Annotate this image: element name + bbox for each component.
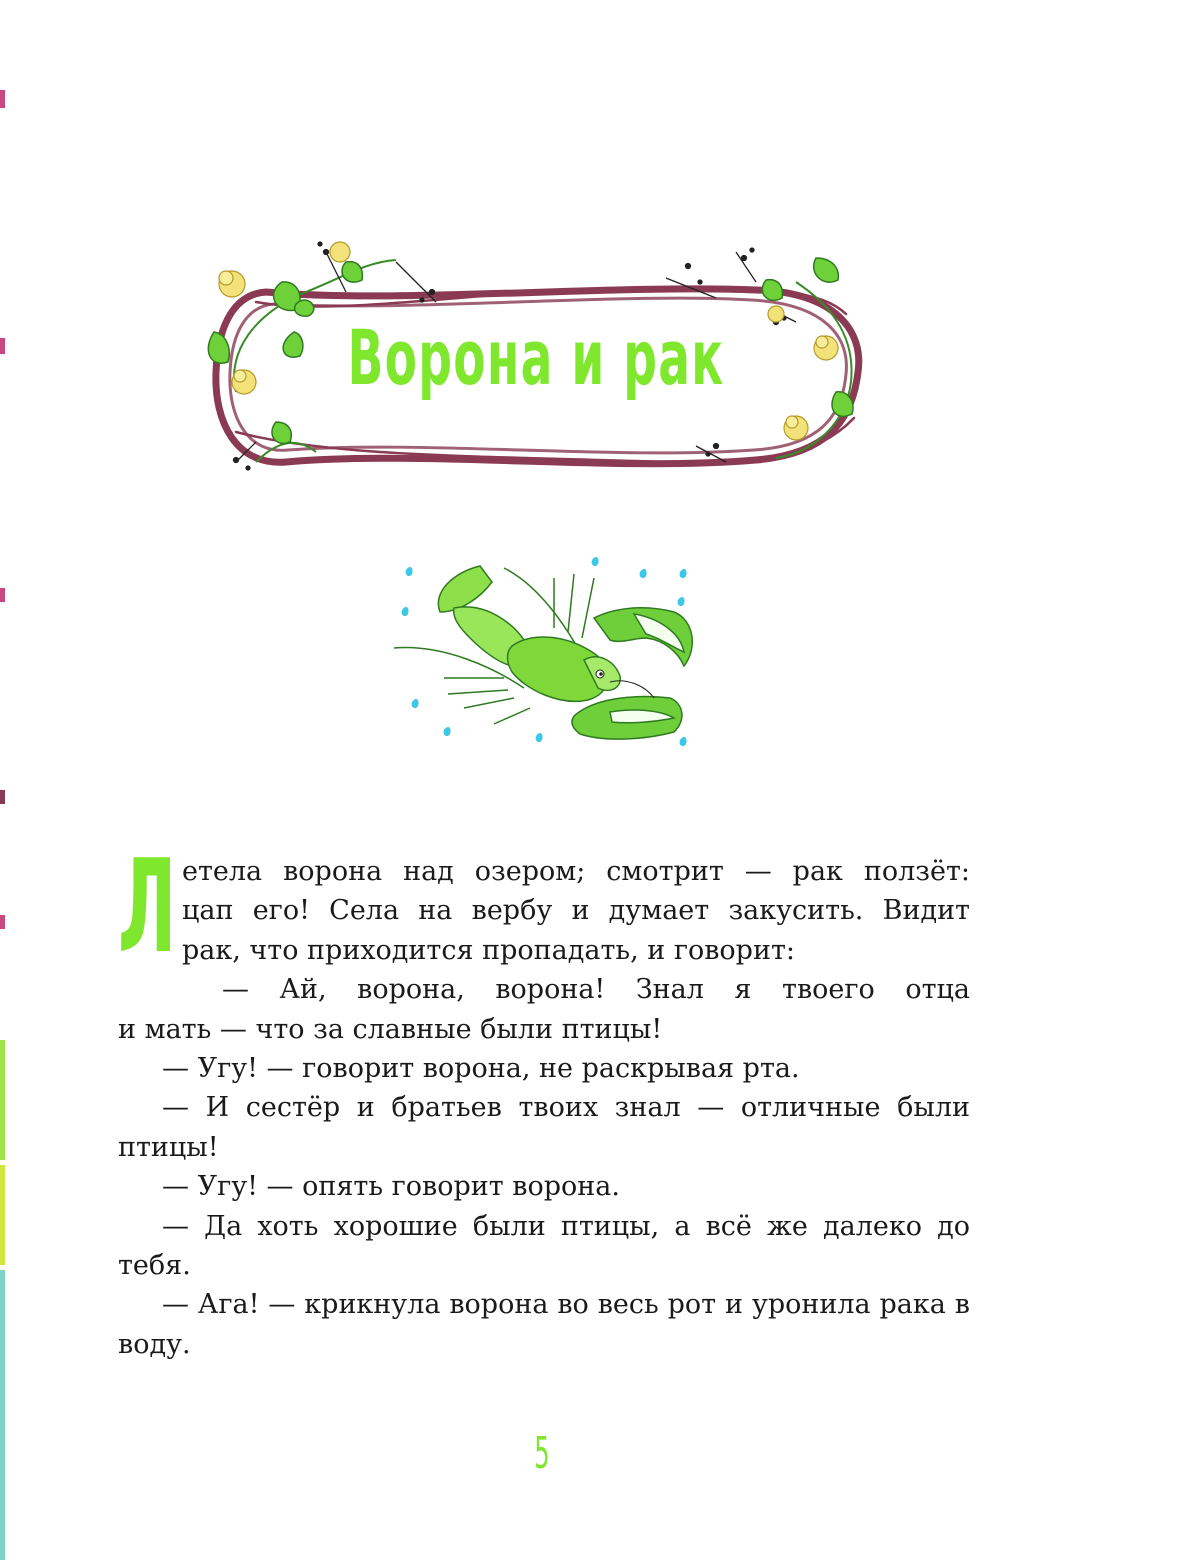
paragraph-1-line-1: етела ворона над озером; смотрит — рак ползёт: [182,856,970,887]
paragraph-1-line-2: цап его! Села на вербу и думает закусить. Видит [182,895,970,927]
paragraph-1 [118,833,970,982]
green-crayfish-illustration [384,548,704,758]
crayfish-illustration [384,548,704,758]
story-text [118,833,970,1364]
paragraph-2-line-1: — Ай, ворона, ворона! Знал я твоего отца [222,974,970,1006]
paragraph-5: — Угу! — опять говорит ворона. [162,1171,620,1203]
page-number: 5 [534,1428,550,1479]
paragraph-6: — Да хоть хорошие были птицы, а всё же далеко до тебя. [118,1210,970,1282]
page-title: Ворона и рак [347,312,725,402]
paragraph-1-line-3: рак, что приходится пропадать, и говорит: [182,934,795,966]
paragraph-4: — И сестёр и братьев твоих знал — отличные были птицы! [118,1092,970,1163]
paragraph-2-line-2: и мать — что за славные были птицы! [118,1013,663,1045]
drop-cap: Л [118,833,177,982]
paragraph-7: — Ага! — крикнула ворона во весь рот и уронила рака в воду. [118,1289,970,1360]
page-edge [0,0,6,1565]
paragraph-3: — Угу! — говорит ворона, не раскрывая рта. [162,1053,800,1085]
title-wreath [196,222,876,498]
